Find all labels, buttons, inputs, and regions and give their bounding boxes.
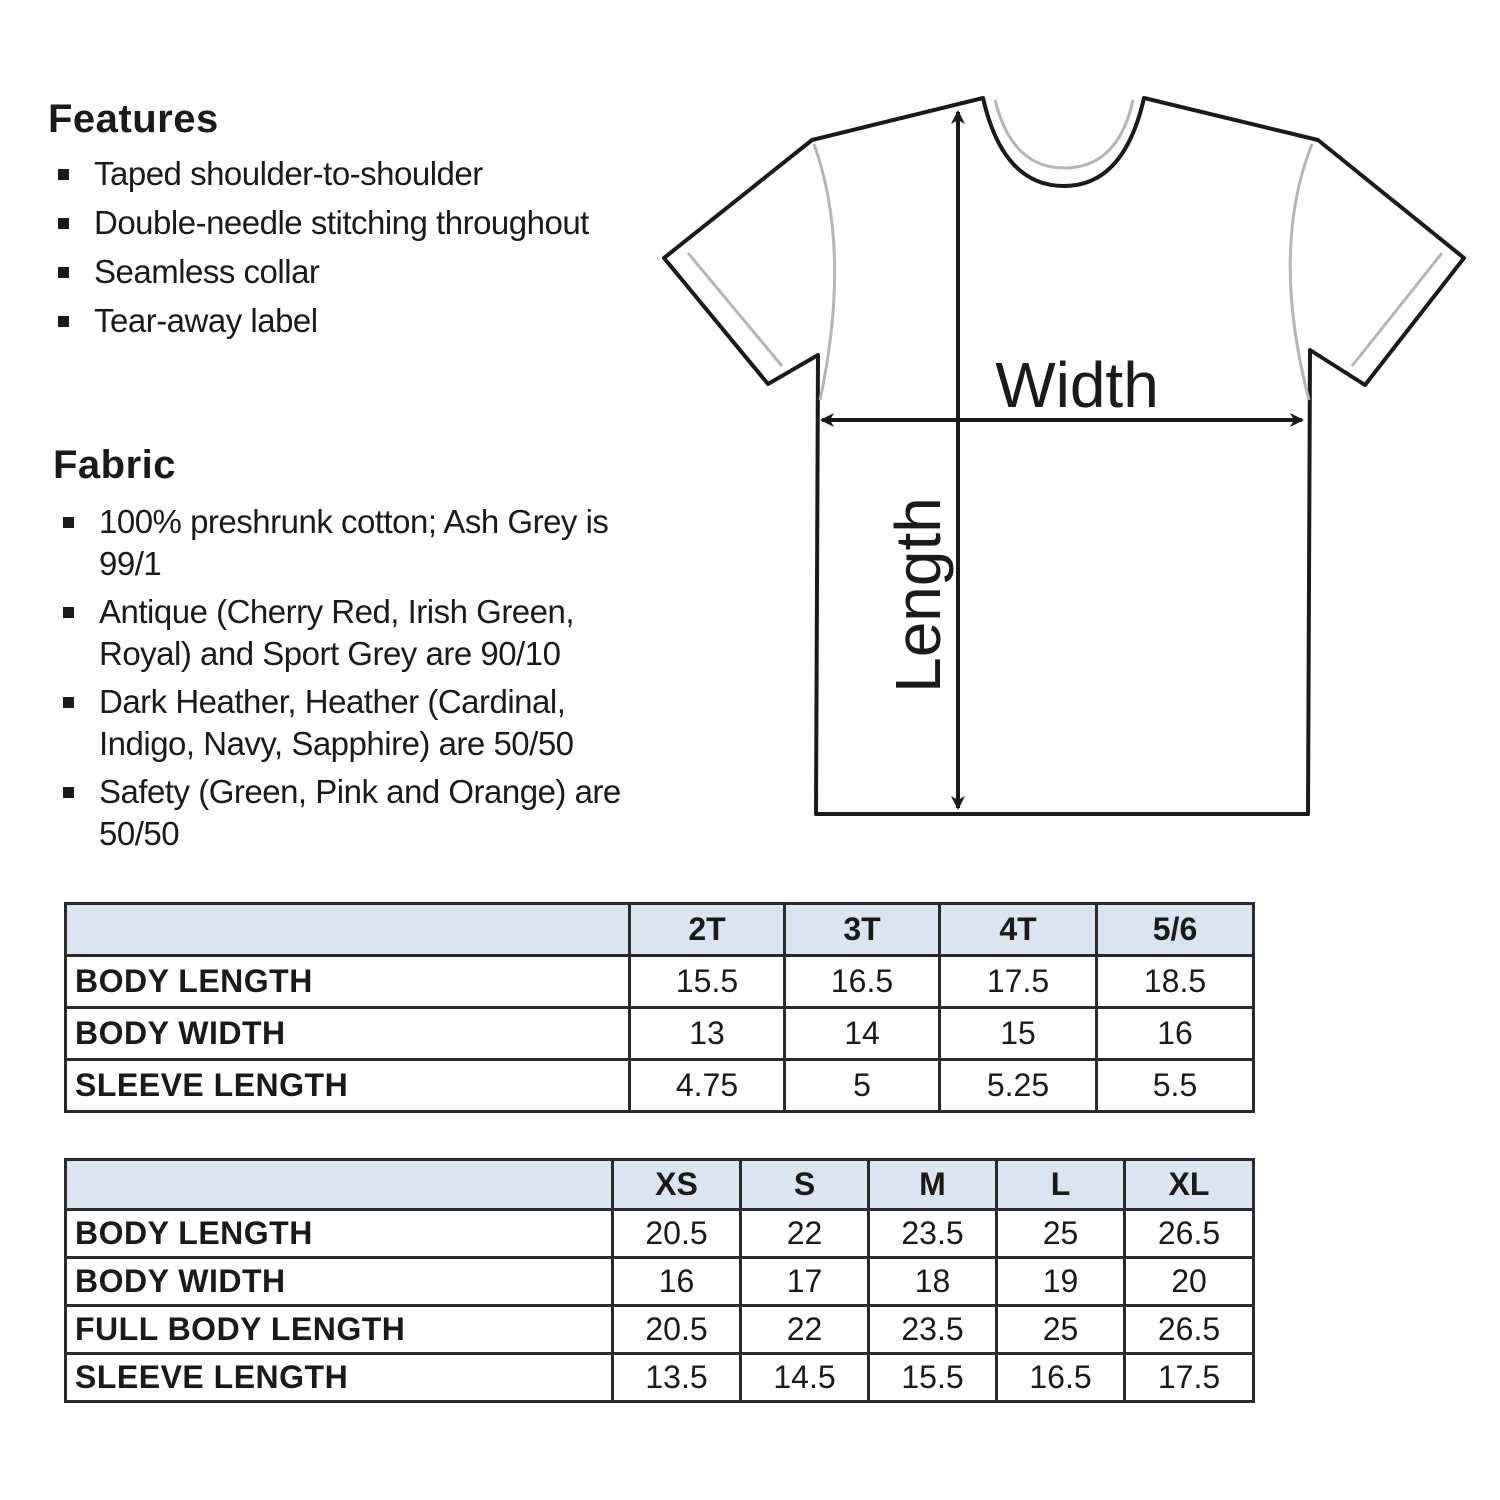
- size-header: XL: [1125, 1160, 1254, 1210]
- list-item: Seamless collar: [48, 251, 668, 293]
- table-cell: 15.5: [630, 956, 785, 1008]
- table-cell: 26.5: [1125, 1306, 1254, 1354]
- tshirt-diagram: [655, 90, 1475, 830]
- table-row: [66, 956, 1254, 1008]
- table-row: [66, 1306, 1254, 1354]
- table-cell: 19: [997, 1258, 1125, 1306]
- row-label: FULL BODY LENGTH: [66, 1306, 613, 1354]
- size-header: XS: [613, 1160, 741, 1210]
- row-label: BODY WIDTH: [66, 1008, 630, 1060]
- size-header: 4T: [940, 904, 1097, 956]
- list-item: Antique (Cherry Red, Irish Green, Royal) and Sport Grey are 90/10: [53, 591, 653, 675]
- table-cell: 25: [997, 1306, 1125, 1354]
- list-item: Dark Heather, Heather (Cardinal, Indigo, Navy, Sapphire) are 50/50: [53, 681, 653, 765]
- features-list: [48, 153, 668, 349]
- list-item: Tear-away label: [48, 300, 668, 342]
- table-row: [66, 1060, 1254, 1112]
- size-header: 3T: [785, 904, 940, 956]
- size-header: L: [997, 1160, 1125, 1210]
- table-cell: 23.5: [869, 1210, 997, 1258]
- table-cell: 16: [613, 1258, 741, 1306]
- tshirt-outline: [664, 98, 1464, 814]
- fabric-list: [53, 501, 653, 861]
- table-row: [66, 1258, 1254, 1306]
- table-cell: 17.5: [1125, 1354, 1254, 1402]
- adult-size-table: [64, 1158, 1255, 1403]
- kids-size-table: [64, 902, 1255, 1113]
- row-label: BODY LENGTH: [66, 956, 630, 1008]
- list-item: Double-needle stitching throughout: [48, 202, 668, 244]
- table-cell: 18: [869, 1258, 997, 1306]
- size-header: 5/6: [1097, 904, 1254, 956]
- row-label: BODY LENGTH: [66, 1210, 613, 1258]
- table-cell: 4.75: [630, 1060, 785, 1112]
- table-cell: 16: [1097, 1008, 1254, 1060]
- table-cell: 17.5: [940, 956, 1097, 1008]
- width-label: Width: [995, 349, 1159, 421]
- row-label: BODY WIDTH: [66, 1258, 613, 1306]
- table-cell: 15: [940, 1008, 1097, 1060]
- table-row: [66, 1210, 1254, 1258]
- length-label: Length: [882, 497, 954, 693]
- list-item: 100% preshrunk cotton; Ash Grey is 99/1: [53, 501, 653, 585]
- table-cell: 15.5: [869, 1354, 997, 1402]
- table-cell: 18.5: [1097, 956, 1254, 1008]
- table-cell: 26.5: [1125, 1210, 1254, 1258]
- table-cell: 14: [785, 1008, 940, 1060]
- table-corner-cell: [66, 1160, 613, 1210]
- size-header: 2T: [630, 904, 785, 956]
- table-cell: 16.5: [785, 956, 940, 1008]
- size-header: S: [741, 1160, 869, 1210]
- table-cell: 5: [785, 1060, 940, 1112]
- size-header: M: [869, 1160, 997, 1210]
- table-cell: 17: [741, 1258, 869, 1306]
- table-cell: 20.5: [613, 1210, 741, 1258]
- features-title: Features: [48, 97, 219, 141]
- list-item: Taped shoulder-to-shoulder: [48, 153, 668, 195]
- row-label: SLEEVE LENGTH: [66, 1060, 630, 1112]
- table-cell: 22: [741, 1306, 869, 1354]
- table-cell: 25: [997, 1210, 1125, 1258]
- table-row: [66, 1008, 1254, 1060]
- table-corner-cell: [66, 904, 630, 956]
- table-cell: 23.5: [869, 1306, 997, 1354]
- table-cell: 13.5: [613, 1354, 741, 1402]
- row-label: SLEEVE LENGTH: [66, 1354, 613, 1402]
- table-cell: 5.25: [940, 1060, 1097, 1112]
- table-cell: 20.5: [613, 1306, 741, 1354]
- table-row: [66, 1354, 1254, 1402]
- table-cell: 16.5: [997, 1354, 1125, 1402]
- table-cell: 22: [741, 1210, 869, 1258]
- table-cell: 13: [630, 1008, 785, 1060]
- table-cell: 20: [1125, 1258, 1254, 1306]
- fabric-title: Fabric: [53, 443, 177, 487]
- table-cell: 14.5: [741, 1354, 869, 1402]
- table-cell: 5.5: [1097, 1060, 1254, 1112]
- list-item: Safety (Green, Pink and Orange) are 50/50: [53, 771, 653, 855]
